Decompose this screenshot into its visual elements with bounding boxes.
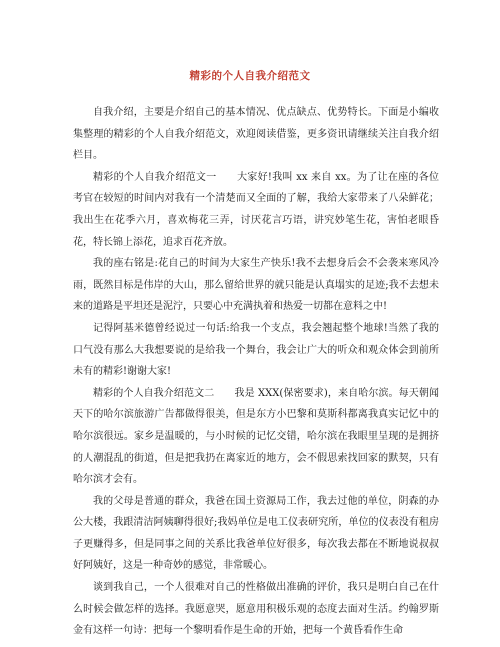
document-title: 精彩的个人自我介绍范文 [189,70,311,82]
self-paragraph: 谈到我自己，一个人很难对自己的性格做出准确的评价，我只是明白自己在什么时候会做怎样的选择。我愿意哭，愿意用积极乐观的态度去面对生活。约翰罗斯金有这样一句诗：把每一个黎明看作是生命的开始，把每一个黄昏看作生命 [73,582,439,637]
document-body [73,102,439,642]
sample-one-paragraph: 精彩的个人自我介绍范文一 大家好!我叫 xx 来自 xx。为了让在座的各位考官在较短的时间内对我有一个清楚而又全面的了解，我给大家带来了八朵鲜花；我出生在花季六月，喜欢梅花三弄，讨厌花言巧语，讲究妙笔生花，害怕老眼昏花，特长锦上添花，追求百花齐放。 [73,171,439,248]
archimedes-paragraph: 记得阿基米德曾经说过一句话:给我一个支点，我会翘起整个地球!当然了我的口气没有那么大我想要说的是给我一个舞台，我会让广大的听众和观众体会到前所未有的精彩!谢谢大家! [73,322,439,378]
parents-paragraph: 我的父母是普通的群众，我爸在国土资源局工作，我去过他的单位，阴森的办公大楼，我跟清洁阿姨聊得很好;我妈单位是电工仪表研究所，单位的仪表没有租房子更赚得多，但是同事之间的关系比我爸单位好很多，每次我去都在不断地说叔叔好阿姨好，这是一种奇妙的感觉，非常暖心。 [73,495,439,572]
motto-paragraph: 我的座右铭是:花自己的时间为大家生产快乐!我不去想身后会不会袭来寒风冷雨，既然目标是伟岸的大山，那么留给世界的就只能是认真塌实的足迹;我不去想未来的道路是平坦还是泥泞，只要心中充满执着和热爱一切都在意料之中! [73,258,439,313]
sample-two-paragraph: 精彩的个人自我介绍范文二 我是 XXX(保密要求)，来自哈尔滨。每天朝闻天下的哈尔滨旅游广告都做得很美，但是东方小巴黎和莫斯科都离我真实记忆中的哈尔滨很远。家乡是温暖的，与小时候的记忆交错，哈尔滨在我眼里呈现的是拥挤的人潮混乱的街道，但是把我扔在离家近的地方，会不假思索找回家的默契，只有哈尔滨才会有。 [73,387,439,486]
intro-paragraph: 自我介绍，主要是介绍自己的基本情况、优点缺点、优势特长。下面是小编收集整理的精彩的个人自我介绍范文，欢迎阅读借鉴，更多资讯请继续关注自我介绍栏目。 [73,107,439,162]
